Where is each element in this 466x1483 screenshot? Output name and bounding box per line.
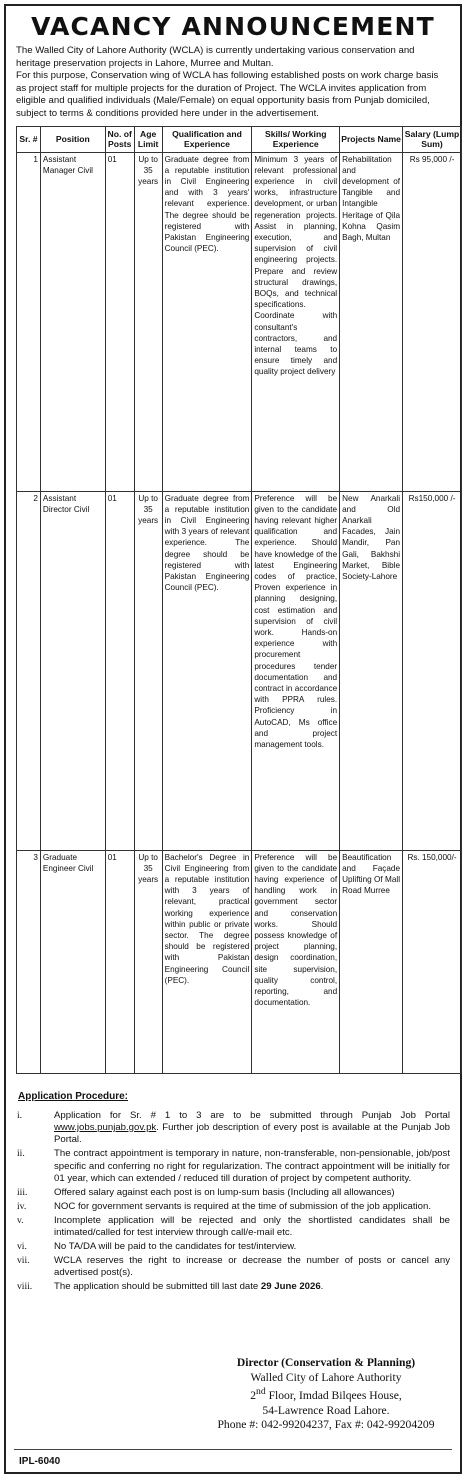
procedure-item (6, 1201, 450, 1213)
procedure-item (6, 1281, 450, 1293)
item-text: The application should be submitted till last date (54, 1281, 261, 1293)
floor-suffix: nd (256, 1386, 266, 1398)
address-line-1 (206, 1385, 446, 1403)
ad-code: IPL-6040 (19, 1456, 61, 1467)
job-portal-link[interactable]: www.jobs.punjab.gov.pk (54, 1121, 157, 1133)
cell-sr: 3 (17, 850, 41, 1073)
item-text: No TA/DA will be paid to the candidates for test/interview. (54, 1241, 297, 1253)
header-sr: Sr. # (17, 126, 41, 152)
signature-block (206, 1356, 446, 1433)
procedure-item (6, 1215, 450, 1240)
cell-age: Up to 35 years (134, 152, 162, 491)
table-row (17, 491, 462, 850)
header-projects: Projects Name (340, 126, 403, 152)
vacancy-advertisement (4, 4, 462, 1474)
contact-numbers: Phone #: 042-99204237, Fax #: 042-99204209 (217, 1418, 435, 1432)
floor-text: Floor, Imdad Bilqees House, (265, 1389, 402, 1403)
cell-qualification: Graduate degree from a reputable institution in Civil Engineering with 3 years of relevant experience. The degree should be registered with Pakistan Engineering Council (PEC). (162, 491, 252, 850)
cell-posts: 01 (105, 491, 134, 850)
cell-salary: Rs. 150,000/- (403, 850, 462, 1073)
item-number: iv. (17, 1200, 27, 1212)
procedure-item (6, 1148, 450, 1185)
procedure-item (6, 1110, 450, 1147)
item-number: i. (17, 1109, 23, 1121)
procedure-list (6, 1110, 460, 1294)
intro-paragraph-2: For this purpose, Conservation wing of WCLA has following established posts on work charge basis as project staff for multiple projects for the duration of Project. The WCLA invites application from eligible and qualified individuals (Male/Female) on equal opportunity basis from Punjab domiciled, subject to terms & conditions provided here under in the advertisement. (16, 70, 439, 119)
cell-skills: Preference will be given to the candidate having relevant higher qualification and experience. Should have knowledge of the latest Engineering codes of practice, Proven experience in planning designing, cost estimation and supervision of civil work. Hands-on experience with procurement procedures tender documentation and contract in accordance with PPRA rules. Proficiency in AutoCAD, Ms office and project management tools. (252, 491, 340, 850)
cell-sr: 2 (17, 491, 41, 850)
item-number: vi. (17, 1241, 27, 1253)
cell-projects: Beautification and Façade Uplifting Of Mall Road Murree (340, 850, 403, 1073)
cell-skills: Preference will be given to the candidate having experience of handling work in government sector and conservation works. Should possess knowledge of project planning, design coordination, site supervision, quality control, reporting, and documentation. (252, 850, 340, 1073)
header-position: Position (40, 126, 105, 152)
item-text: WCLA reserves the right to increase or decrease the number of posts or cancel any advertised post(s). (54, 1255, 450, 1279)
item-text: . (320, 1281, 324, 1293)
cell-skills: Minimum 3 years of relevant professional experience in civil works, infrastructure development, or urban regeneration projects. Assist in planning, execution, and supervision of civil engineering projects. Prepare and review structural drawings, BOQs, and technical specifications. Coordinate with consultant's contractors, and internal teams to ensure timely and quality project delivery (252, 152, 340, 491)
cell-projects: Rehabilitation and development of Tangible and Intangible Heritage of Qila Kohna Qasim Bagh, Multan (340, 152, 403, 491)
cell-projects: New Anarkali and Old Anarkali Facades, Jain Mandir, Pan Gali, Bakhshi Market, Bible Society-Lahore (340, 491, 403, 850)
item-text: Offered salary against each post is on lump-sum basis (Including all allowances) (54, 1187, 395, 1198)
item-number: viii. (17, 1281, 33, 1293)
cell-qualification: Bachelor's Degree in Civil Engineering from a reputable institution with 3 years of relevant, practical working experience within public or private sector. The degree should be registered with Pakistan Engineering Council (PEC). (162, 850, 252, 1073)
item-number: ii. (17, 1148, 25, 1160)
cell-posts: 01 (105, 152, 134, 491)
signatory-designation: Director (Conservation & Planning) (236, 1356, 416, 1369)
item-number: v. (17, 1214, 24, 1226)
cell-salary: Rs150,000 /- (403, 491, 462, 850)
cell-age: Up to 35 years (134, 850, 162, 1073)
vacancy-table (16, 126, 462, 1074)
cell-age: Up to 35 years (134, 491, 162, 850)
header-skills: Skills/ Working Experience (252, 126, 340, 152)
table-header-row (17, 126, 462, 152)
floor-number: 2 (250, 1389, 257, 1403)
cell-qualification: Graduate degree from a reputable institution in Civil Engineering and with 3 years' relevant experience. The degree should be registered with Pakistan Engineering Council (PEC). (162, 152, 252, 491)
procedure-heading: Application Procedure: (18, 1090, 129, 1102)
procedure-item (6, 1241, 450, 1253)
table-row (17, 850, 462, 1073)
cell-position: Assistant Director Civil (40, 491, 105, 850)
item-text: NOC for government servants is required at the time of submission of the job application. (54, 1200, 432, 1212)
header-qualification: Qualification and Experience (162, 126, 252, 152)
item-text: Incomplete application will be rejected and only the shortlisted candidates shall be intimated/called for test interview through call/e-mail etc. (54, 1214, 450, 1239)
cell-posts: 01 (105, 850, 134, 1073)
address-line-2: 54-Lawrence Road Lahore. (262, 1403, 390, 1417)
item-number: iii. (17, 1187, 28, 1198)
cell-position: Graduate Engineer Civil (40, 850, 105, 1073)
deadline-date: 29 June 2026 (260, 1281, 321, 1293)
cell-sr: 1 (17, 152, 41, 491)
intro-paragraph-1: The Walled City of Lahore Authority (WCLA) is currently undertaking various conservation and heritage preservation projects in Lahore, Murree and Multan. (16, 45, 415, 69)
cell-salary: Rs 95,000 /- (403, 152, 462, 491)
procedure-item (6, 1187, 450, 1199)
header-salary: Salary (Lump Sum) (403, 126, 462, 152)
intro-section (6, 42, 460, 121)
page-title: VACANCY ANNOUNCEMENT (31, 12, 435, 41)
item-number: vii. (17, 1255, 30, 1267)
signatory-organization: Walled City of Lahore Authority (250, 1370, 402, 1384)
procedure-item (6, 1255, 450, 1280)
cell-position: Assistant Manager Civil (40, 152, 105, 491)
item-text: The contract appointment is temporary in nature, non-transferable, non-pensionable, job/post specific and conferring no right for regularization. The contract appointment will be initially for 01 year, which can extended / reduced till duration of project by competent authority. (54, 1148, 450, 1185)
table-row (17, 152, 462, 491)
header-age: Age Limit (134, 126, 162, 152)
header-posts: No. of Posts (105, 126, 134, 152)
item-text: . Further job description of every post is available at the Punjab Job Portal. (54, 1121, 450, 1146)
item-text: Application for Sr. # 1 to 3 are to be submitted through Punjab Job Portal (54, 1109, 450, 1121)
footer-divider (14, 1449, 452, 1450)
